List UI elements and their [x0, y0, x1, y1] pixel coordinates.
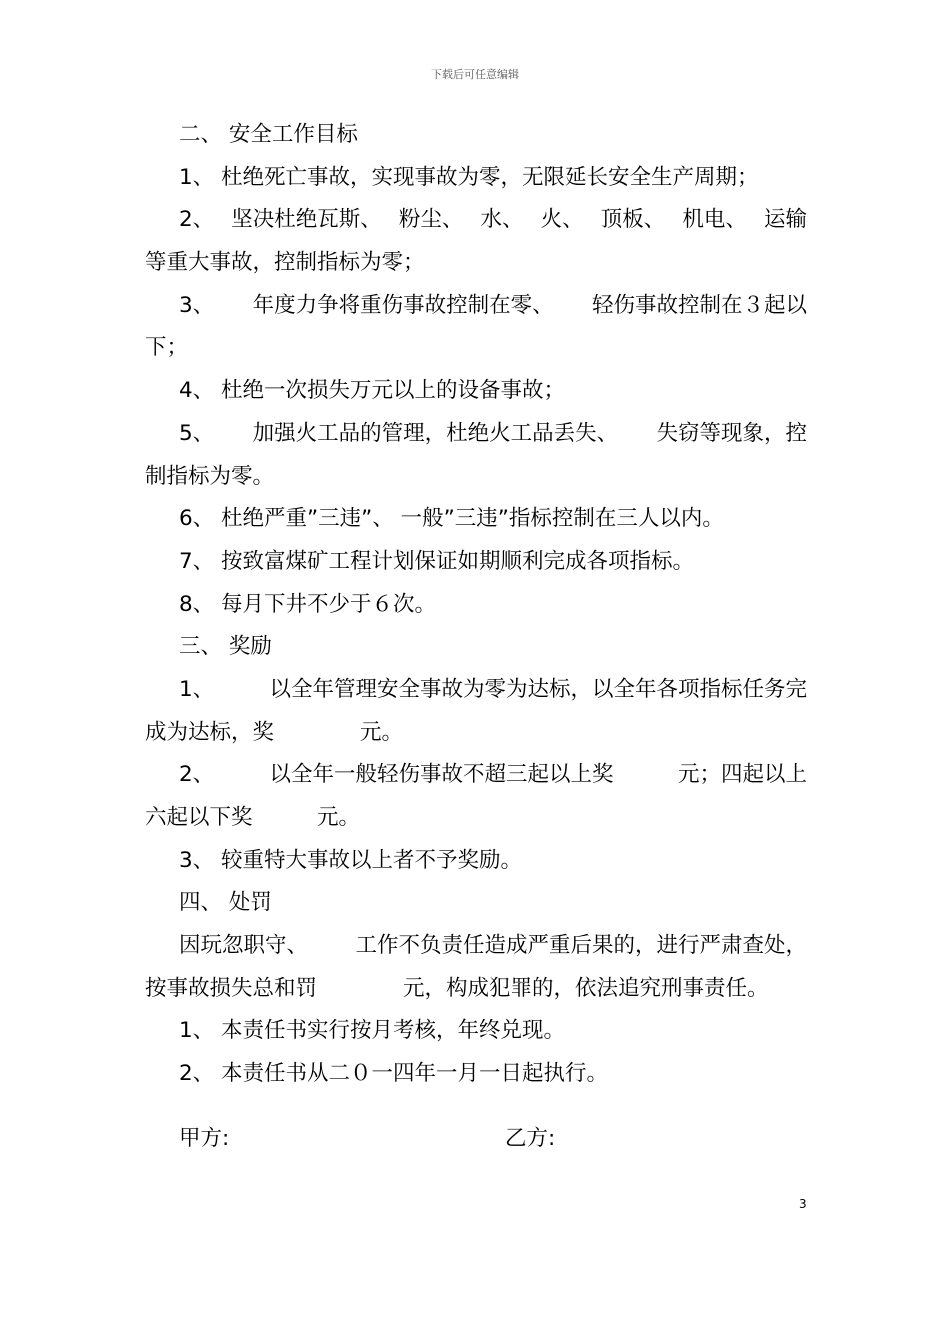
- goal-item-2-cont: 等重大事故，控制指标为零；: [145, 250, 425, 276]
- reward-item-1: [145, 669, 807, 712]
- reward-item-3: 3、 较重特大事故以上者不予奖励。: [179, 847, 523, 873]
- goal-item-5-cont: 制指标为零。: [145, 463, 275, 489]
- party-b-label: 乙方:: [505, 1126, 556, 1151]
- goal-item-3-cont: 下；: [145, 335, 189, 361]
- goal-item-4: 4、 杜绝一次损失万元以上的设备事故；: [179, 378, 566, 404]
- text-segment: 1、: [179, 676, 215, 702]
- reward-item-1-cont: 成为达标，奖 元。: [145, 719, 404, 745]
- goal-item-3: [145, 285, 807, 328]
- goal-item-2: [145, 199, 807, 242]
- goal-item-7: 7、 按致富煤矿工程计划保证如期顺利完成各项指标。: [179, 548, 695, 574]
- goal-item-5: [145, 413, 807, 456]
- section-heading-penalties: 四、 处罚: [179, 890, 272, 916]
- goal-item-1: 1、 杜绝死亡事故，实现事故为零，无限延长安全生产周期；: [179, 164, 759, 190]
- penalty-paragraph: [145, 925, 807, 968]
- text-segment: 火、: [540, 207, 584, 233]
- text-segment: 坚决杜绝瓦斯、: [231, 207, 382, 233]
- page-number: 3: [799, 1197, 807, 1211]
- page-header-note: 下载后可任意编辑: [431, 68, 519, 81]
- text-segment: 顶板、: [600, 207, 666, 233]
- clause-item-1: 1、 本责任书实行按月考核，年终兑现。: [179, 1018, 566, 1044]
- goal-item-6: 6、 杜绝严重”三违”、 一般”三违”指标控制在三人以内。: [179, 506, 724, 532]
- text-segment: 因玩忽职守、: [179, 933, 309, 959]
- text-segment: 粉尘、: [398, 207, 464, 233]
- text-segment: 运输: [763, 207, 807, 233]
- reward-item-2: [145, 754, 807, 797]
- penalty-paragraph-cont: 按事故损失总和罚 元，构成犯罪的，依法追究刑事责任。: [145, 975, 769, 1001]
- section-heading-goals: 二、 安全工作目标: [179, 122, 358, 147]
- text-segment: 5、: [179, 420, 215, 446]
- text-segment: 年度力争将重伤事故控制在零、: [252, 292, 554, 318]
- party-a-label: 甲方:: [179, 1126, 230, 1151]
- text-segment: 以全年管理安全事故为零为达标，以全年各项指标任务完: [269, 676, 807, 702]
- text-segment: 水、: [480, 207, 524, 233]
- text-segment: 3、: [179, 292, 215, 318]
- text-segment: 机电、: [682, 207, 747, 233]
- text-segment: 加强火工品的管理，杜绝火工品丢失、: [252, 420, 619, 446]
- text-segment: 工作不负责任造成严重后果的，进行严肃查处，: [355, 933, 807, 959]
- reward-item-2-cont: 六起以下奖 元。: [145, 805, 361, 830]
- goal-item-8: 8、 每月下井不少于６次。: [179, 591, 437, 617]
- section-heading-rewards: 三、 奖励: [179, 634, 272, 660]
- text-segment: 失窃等现象，控: [656, 420, 807, 446]
- text-segment: 2、: [179, 762, 215, 788]
- document-body: [145, 114, 807, 1096]
- text-segment: 以全年一般轻伤事故不超三起以上奖 元；四起以上: [269, 762, 807, 788]
- text-segment: 轻伤事故控制在３起以: [591, 292, 807, 318]
- text-segment: 2、: [179, 207, 215, 233]
- clause-item-2: 2、 本责任书从二０一四年一月一日起执行。: [179, 1061, 609, 1087]
